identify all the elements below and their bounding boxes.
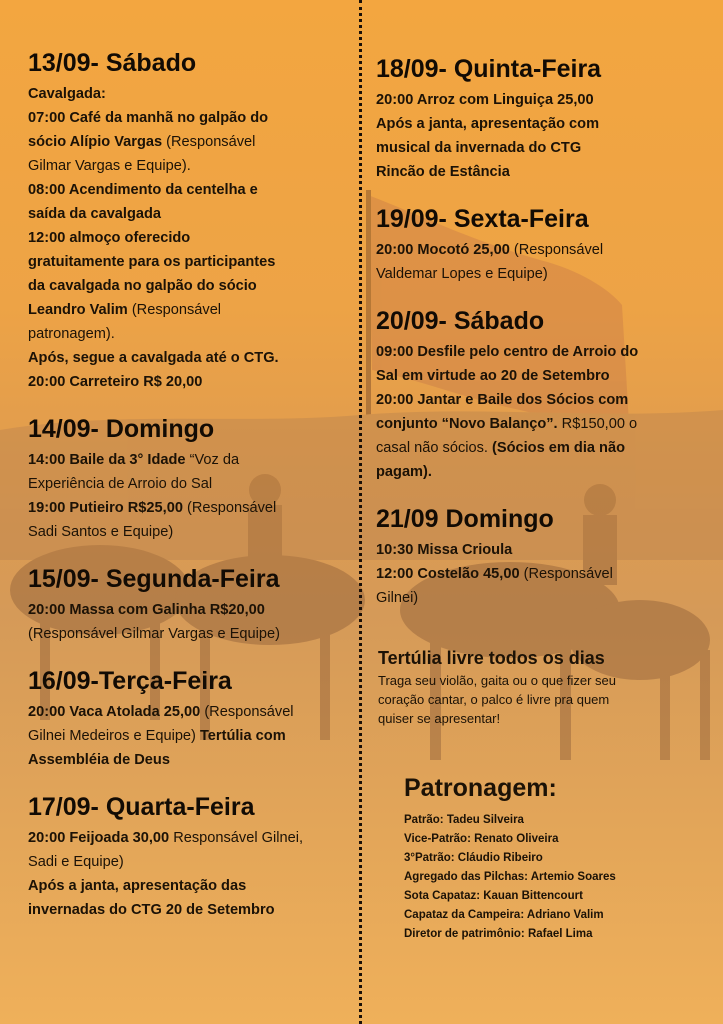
bold-text: 09:00 Desfile pelo centro de Arroio do [376,344,639,360]
day-section [28,414,353,544]
schedule-line [28,826,353,850]
bold-text: Após, segue a cavalgada até o CTG. [28,350,279,366]
day-heading: 16/09-Terça-Feira [28,667,232,695]
schedule-line [28,598,353,622]
patronagem-line: Diretor de patrimônio: Rafael Lima [404,928,593,940]
patronagem-line: Capataz da Campeira: Adriano Valim [404,909,604,921]
regular-text: (Responsável [162,134,256,150]
patronagem-line: 3°Patrão: Cláudio Ribeiro [404,852,543,864]
bold-text: da cavalgada no galpão do sócio [28,278,257,294]
schedule-line [28,178,353,202]
patronagem-title: Patronagem: [404,774,557,802]
regular-text: (Responsável [519,566,613,582]
bold-text: 20:00 Vaca Atolada 25,00 [28,704,201,720]
regular-text: Sadi e Equipe) [28,854,124,870]
schedule-line [28,748,353,772]
schedule-line [28,154,353,178]
bold-text: 08:00 Acendimento da centelha e [28,182,258,198]
bold-text: Após a janta, apresentação das [28,878,247,894]
day-section [376,54,706,184]
left-column [28,48,353,942]
regular-text: (Responsável [127,302,222,318]
bold-text: 10:30 Missa Crioula [376,542,513,558]
schedule-line [28,82,353,106]
schedule-line [376,412,706,436]
schedule-line [376,586,706,610]
bold-text: 20:00 Arroz com Linguiça 25,00 [376,92,594,108]
schedule-line [28,496,353,520]
bold-text: saída da cavalgada [28,206,162,222]
regular-text: (Responsável [509,242,604,258]
schedule-line [376,340,706,364]
bold-text: 20:00 Jantar e Baile dos Sócios com [376,392,629,408]
schedule-line [28,874,353,898]
patronagem-line: Sota Capataz: Kauan Bittencourt [404,890,583,902]
bold-text: Tertúlia com [195,728,286,744]
patronagem-line: Patrão: Tadeu Silveira [404,814,524,826]
schedule-line [376,88,706,112]
bold-text: gratuitamente para os participantes [28,254,276,270]
day-section [376,504,706,610]
tertulia-line: coração cantar, o palco é livre pra quem [378,692,610,707]
center-dotted-divider [359,0,362,1024]
schedule-line [28,298,353,322]
bold-text: 19:00 Putieiro R$25,00 [28,500,183,516]
bold-text: Sal em virtude ao 20 de Setembro [376,368,610,384]
schedule-line [376,160,706,184]
tertulia-section [378,645,708,728]
bold-text: musical da invernada do CTG [376,140,582,156]
bold-text: conjunto “Novo Balanço”. [376,416,558,432]
day-heading: 15/09- Segunda-Feira [28,565,280,593]
schedule-line [376,112,706,136]
day-section [28,564,353,646]
schedule-line [28,700,353,724]
day-heading: 18/09- Quinta-Feira [376,55,602,83]
tertulia-line: quiser se apresentar! [378,711,501,726]
patronagem-section [404,773,714,944]
bold-text: invernadas do CTG 20 de Setembro [28,902,275,918]
bold-text: 20:00 Carreteiro R$ 20,00 [28,374,203,390]
schedule-line [28,520,353,544]
day-section [28,666,353,772]
bold-text: 20:00 Mocotó 25,00 [376,242,510,258]
regular-text: Sadi Santos e Equipe) [28,524,174,540]
day-heading: 13/09- Sábado [28,49,197,77]
schedule-line [28,250,353,274]
schedule-line [28,622,353,646]
schedule-line [28,346,353,370]
regular-text: patronagem). [28,326,115,342]
day-heading: 14/09- Domingo [28,415,215,443]
schedule-line [28,274,353,298]
day-section [28,48,353,394]
schedule-line [28,472,353,496]
bold-text: Rincão de Estância [376,164,510,180]
schedule-line [376,436,706,460]
bold-text: 07:00 Café da manhã no galpão do [28,110,269,126]
regular-text: Gilmar Vargas e Equipe). [28,158,191,174]
patronagem-line: Vice-Patrão: Renato Oliveira [404,833,559,845]
tertulia-line: Traga seu violão, gaita ou o que fizer seu [378,673,616,688]
schedule-line [376,388,706,412]
bold-text: sócio Alípio Vargas [28,134,163,150]
schedule-line [28,130,353,154]
bold-text: Leandro Valim [28,302,128,318]
schedule-line [28,370,353,394]
schedule-line [28,322,353,346]
regular-text: Gilnei Medeiros e Equipe) [28,728,196,744]
bold-text: pagam). [376,464,432,480]
bold-text: 12:00 almoço oferecido [28,230,191,246]
schedule-line [28,724,353,748]
regular-text: Valdemar Lopes e Equipe) [376,266,548,282]
schedule-line [28,898,353,922]
bold-text: 20:00 Feijoada 30,00 [28,830,170,846]
right-column [376,54,706,630]
day-section [28,792,353,922]
regular-text: Responsável Gilnei, [169,830,304,846]
schedule-line [28,850,353,874]
regular-text: casal não sócios. [376,440,488,456]
regular-text: Experiência de Arroio do Sal [28,476,213,492]
schedule-line [376,364,706,388]
bold-text: Assembléia de Deus [28,752,170,768]
bold-text: 14:00 Baile da 3° Idade [28,452,186,468]
day-heading: 21/09 Domingo [376,505,554,533]
schedule-line [376,238,706,262]
day-heading: 19/09- Sexta-Feira [376,205,589,233]
bold-text: Cavalgada: [28,86,106,102]
schedule-line [28,202,353,226]
day-section [376,204,706,286]
tertulia-title: Tertúlia livre todos os dias [378,648,605,668]
regular-text: R$150,00 o [557,416,638,432]
regular-text: Gilnei) [376,590,419,606]
schedule-line [376,262,706,286]
bold-text: (Sócios em dia não [487,440,626,456]
schedule-line [28,448,353,472]
regular-text: (Responsável [182,500,277,516]
day-heading: 20/09- Sábado [376,307,545,335]
bold-text: 20:00 Massa com Galinha R$20,00 [28,602,265,618]
schedule-line [28,106,353,130]
day-heading: 17/09- Quarta-Feira [28,793,255,821]
bold-text: 12:00 Costelão 45,00 [376,566,520,582]
regular-text: (Responsável Gilmar Vargas e Equipe) [28,626,280,642]
schedule-line [28,226,353,250]
schedule-line [376,460,706,484]
patronagem-line: Agregado das Pilchas: Artemio Soares [404,871,616,883]
schedule-line [376,136,706,160]
schedule-line [376,562,706,586]
regular-text: “Voz da [185,452,240,468]
day-section [376,306,706,484]
regular-text: (Responsável [200,704,294,720]
schedule-line [376,538,706,562]
bold-text: Após a janta, apresentação com [376,116,600,132]
